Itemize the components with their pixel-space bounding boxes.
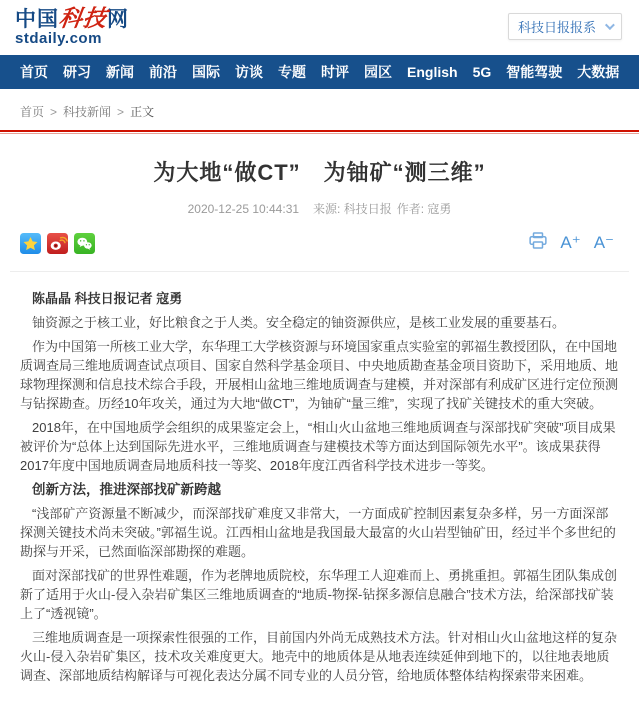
wechat-share-icon[interactable] bbox=[74, 233, 95, 254]
site-logo-domain: stdaily.com bbox=[15, 30, 102, 47]
chevron-down-icon bbox=[605, 20, 615, 30]
article-main bbox=[0, 158, 639, 710]
article-paragraph: 2018年，在中国地质学会组织的成果鉴定会上，“相山火山盆地三维地质调查与深部找矿突破”项目成果被评价为“总体上达到国际先进水平，三维地质调查与建模技术等方面达到国际领先水平”。该成果获得2017年度中国地质调查局地质科技一等奖、2018年度江西省科学技术进步一等奖。 bbox=[20, 420, 616, 473]
nav-item-interviews[interactable]: 访谈 bbox=[235, 64, 263, 80]
logo-part-zhongguo: 中国 bbox=[15, 8, 59, 31]
font-increase-button[interactable]: A⁺ bbox=[560, 233, 581, 252]
nav-item-big-data[interactable]: 大数据 bbox=[577, 64, 620, 80]
weibo-share-icon[interactable] bbox=[47, 233, 68, 254]
nav-item-news[interactable]: 新闻 bbox=[106, 64, 134, 80]
article-paragraph: 作为中国第一所核工业大学，东华理工大学核资源与环境国家重点实验室的郭福生教授团队，在中国地质调查局三维地质调查试点项目、国家自然科学基金项目、中央地质勘查基金项目资助下，采用地质、地球物理探测和信息技术综合手段，开展相山盆地三维地质调查与建模，并对深部有利成矿区进行定位预测与钻探勘查。历经10年攻关，通过为大地“做CT”，为铀矿“量三维”，实现了找矿关键技术的重大突破。 bbox=[20, 339, 619, 411]
breadcrumb-separator: > bbox=[117, 105, 125, 119]
breadcrumb-current: 正文 bbox=[130, 105, 155, 119]
breadcrumb-home[interactable]: 首页 bbox=[20, 105, 45, 119]
breadcrumb bbox=[0, 89, 639, 130]
article-paragraph: 面对深部找矿的世界性难题，作为老牌地质院校，东华理工人迎难而上、勇挑重担。郭福生团队集成创新了适用于火山-侵入杂岩矿集区三维地质调查的“地质-物探-钻探多源信息融合”技术方法，给深部找矿装上了“透视镜”。 bbox=[20, 568, 618, 621]
print-icon[interactable] bbox=[529, 232, 547, 254]
nav-item-parks[interactable]: 园区 bbox=[364, 64, 392, 80]
article-paragraph: 铀资源之于核工业，好比粮食之于人类。安全稳定的铀资源供应，是核工业发展的重要基石。 bbox=[32, 315, 566, 330]
article-title: 为大地“做CT” 为铀矿“测三维” bbox=[153, 160, 486, 185]
site-header bbox=[0, 0, 639, 55]
article-author: 作者: 寇勇 bbox=[396, 202, 452, 216]
breadcrumb-separator: > bbox=[50, 105, 58, 119]
nav-item-5g[interactable]: 5G bbox=[472, 64, 492, 80]
article-meta bbox=[0, 200, 639, 217]
nav-item-commentary[interactable]: 时评 bbox=[321, 64, 349, 80]
logo-part-keji: 科技 bbox=[57, 5, 109, 32]
article-paragraph: “浅部矿产资源量不断减少，而深部找矿难度又非常大，一方面成矿控制因素复杂多样，另一方面深部探测关键技术尚未突破。”郭福生说。江西相山盆地是我国最大最富的火山岩型铀矿田，经过半个多世纪的勘探与开采，已然面临深部勘探的难题。 bbox=[20, 506, 616, 559]
reading-controls bbox=[529, 232, 614, 254]
font-decrease-button[interactable]: A⁻ bbox=[593, 233, 614, 252]
article-byline: 陈晶晶 科技日报记者 寇勇 bbox=[32, 291, 183, 306]
publish-datetime: 2020-12-25 10:44:31 bbox=[187, 202, 300, 216]
main-nav bbox=[0, 55, 639, 89]
qzone-share-icon[interactable] bbox=[20, 233, 41, 254]
nav-item-home[interactable]: 首页 bbox=[20, 64, 48, 80]
site-logo-cn bbox=[15, 5, 129, 32]
article-source: 来源: 科技日报 bbox=[313, 202, 392, 216]
article-toolbar bbox=[20, 232, 619, 254]
article-body bbox=[0, 272, 639, 710]
nav-item-smart-driving[interactable]: 智能驾驶 bbox=[506, 64, 563, 80]
article-subheading: 创新方法，推进深部找矿新跨越 bbox=[32, 482, 221, 497]
nav-item-yanxi[interactable]: 研习 bbox=[63, 64, 91, 80]
nav-item-topics[interactable]: 专题 bbox=[278, 64, 306, 80]
red-divider bbox=[0, 130, 639, 134]
nav-item-english[interactable]: English bbox=[407, 64, 458, 80]
article-paragraph: 三维地质调查是一项探索性很强的工作，目前国内外尚无成熟技术方法。针对相山火山盆地这样的复杂火山-侵入杂岩矿集区，技术攻关难度更大。地壳中的地质体是从地表连续延伸到地下的，以往地表地质调查、深部地质结构解译与可视化表达分属不同专业的人员分管，给地质体整体结构探索带来困难。 bbox=[20, 630, 618, 683]
nav-item-international[interactable]: 国际 bbox=[192, 64, 220, 80]
paper-series-dropdown[interactable] bbox=[508, 13, 622, 40]
breadcrumb-tech-news[interactable]: 科技新闻 bbox=[63, 105, 112, 119]
paper-series-dropdown-label: 科技日报报系 bbox=[517, 20, 596, 35]
site-logo[interactable] bbox=[15, 5, 129, 47]
nav-item-frontier[interactable]: 前沿 bbox=[149, 64, 177, 80]
share-bar bbox=[20, 233, 95, 254]
logo-part-wang: 网 bbox=[107, 8, 129, 31]
